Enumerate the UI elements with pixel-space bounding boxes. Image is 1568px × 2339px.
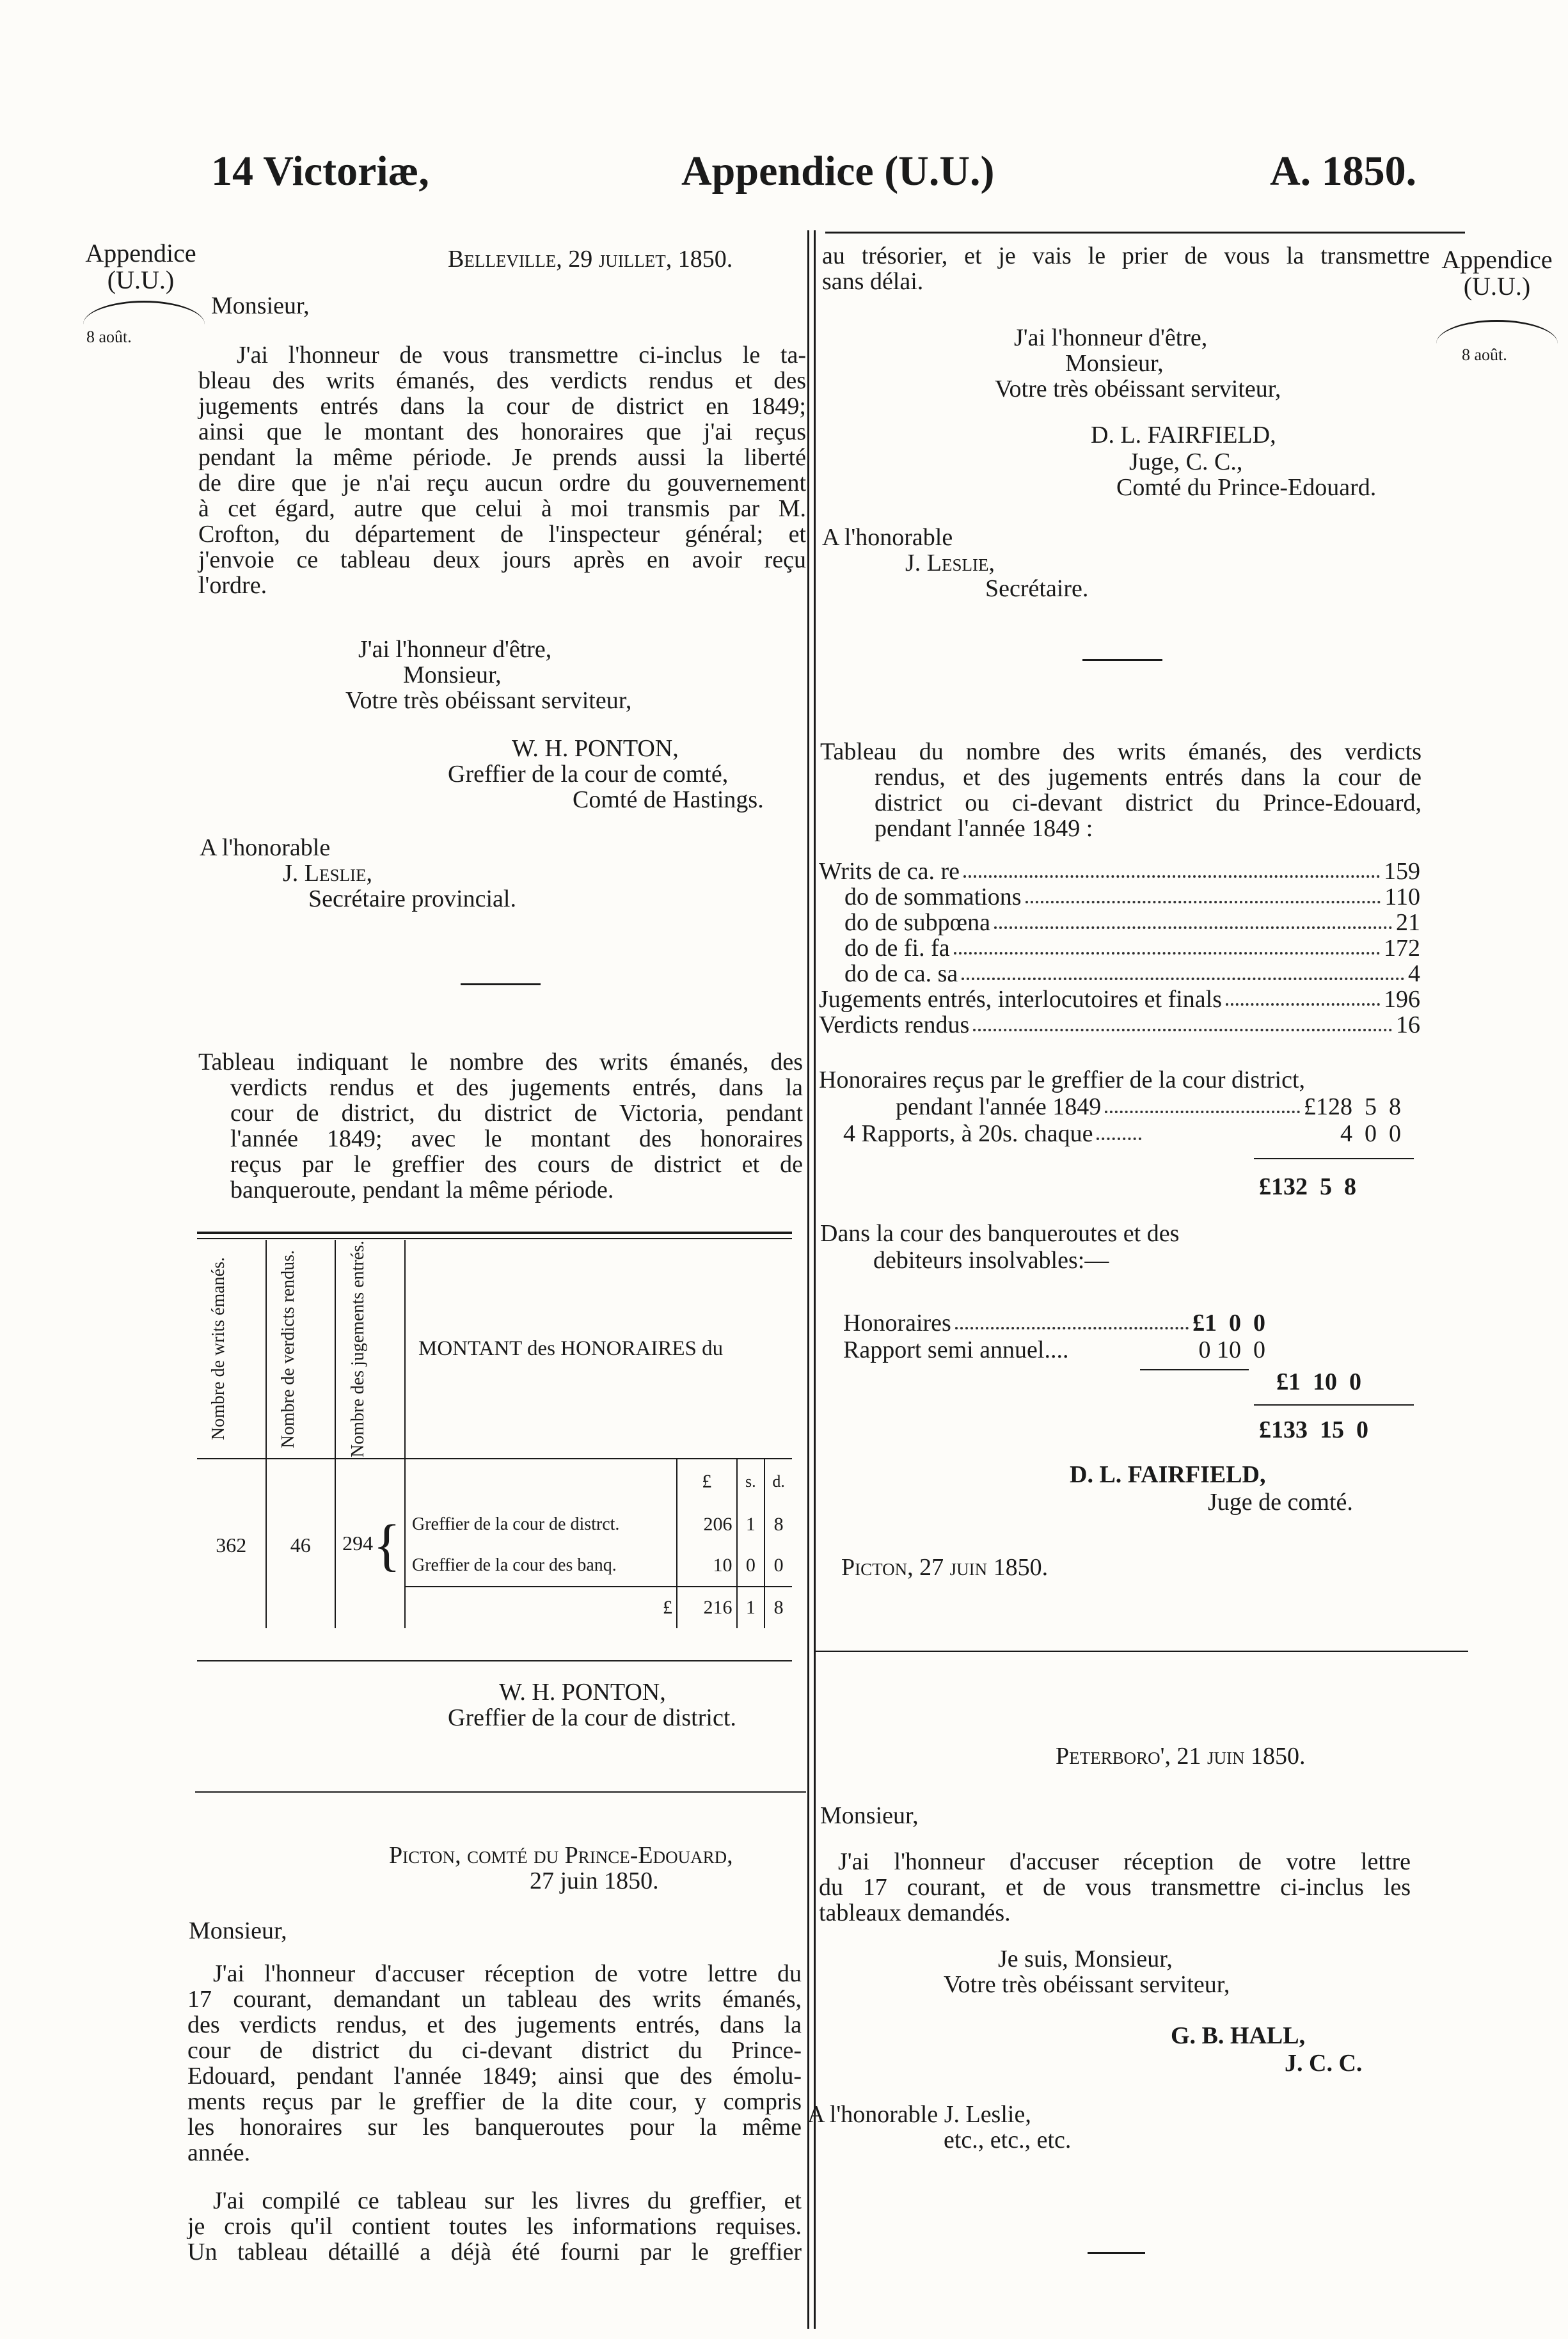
letter1-dateline: Belleville, 29 juillet, 1850. (448, 246, 733, 273)
fees-line2: pendant l'année 1849 £128 5 8 (896, 1093, 1401, 1120)
separator-5 (1088, 2252, 1145, 2254)
letter2-dateline1: Picton, comté du Prince-Edouard, (389, 1842, 733, 1869)
bank-total: £1 10 0 (1276, 1368, 1361, 1395)
top-rule (825, 232, 1465, 234)
grand-total-rule (1254, 1404, 1414, 1406)
unit-pounds: £ (677, 1459, 737, 1503)
margin-date-left: 8 août. (86, 328, 132, 346)
list-item: Jugements entrés, interlocutoires et finals 196 (819, 986, 1420, 1013)
tableau2-title: Juge de comté. (1208, 1489, 1353, 1516)
letter1-closing: J'ai l'honneur d'être, Monsieur, Votre très obéissant serviteur, (345, 636, 632, 714)
letter1-title2: Comté de Hastings. (573, 786, 764, 813)
unit-shillings: s. (737, 1459, 765, 1503)
col-writs-header: Nombre de writs émanés. (209, 1257, 229, 1441)
list-item: do de fi. fa 172 (844, 935, 1420, 962)
table1-top-rule-a (197, 1232, 792, 1234)
margin-brace-right (1436, 320, 1558, 344)
separator-3 (1082, 659, 1162, 661)
jugements-count: 294 (342, 1531, 374, 1555)
letter1-addressee: A l'honorable J. Leslie, Secrétaire provincial. (200, 834, 516, 912)
col-jugements-header: Nombre des jugements entrés. (347, 1241, 368, 1458)
table1-bottom-rule (197, 1660, 792, 1661)
list-item: do de sommations 110 (844, 884, 1420, 910)
bank-rule (1140, 1369, 1249, 1370)
margin-brace-left (83, 301, 205, 324)
letter3-salutation: Monsieur, (820, 1802, 919, 1829)
column-divider-left (807, 230, 809, 2329)
tableau2-items (819, 859, 1420, 1038)
list-item: Writs de ca. re 159 (819, 858, 1420, 885)
letter2-dateline2: 27 juin 1850. (530, 1867, 659, 1894)
ledger-table (197, 1240, 792, 1628)
letter1-signature: W. H. PONTON, (512, 735, 679, 762)
separator-1 (461, 983, 541, 985)
letter1-body: J'ai l'honneur de vous transmettre ci-inclus le ta- bleau des writs émanés, des verdicts rendus et des jugements entrés dans la cour de district en 1849; ainsi que le montant des honoraires que j'ai reçus pendant la même période. Je prends aussi la liberté de dire que je n'ai reçu aucun ordre du gouvernement à cet égard, autre que celui à moi transmis par M. Crofton, du département de l'inspecteur général; et j'envoie ce tableau deux jours après en avoir reçu l'ordre. (198, 342, 806, 599)
header-center: Appendice (U.U.) (681, 148, 995, 194)
reports-line: 4 Rapports, à 20s. chaque 4 0 0 (843, 1120, 1401, 1147)
letter3-body: J'ai l'honneur d'accuser réception de votre lettre du 17 courant, et de vous transmettre ci-inclus les tableaux demandés. (819, 1848, 1411, 1926)
list-item: do de subpœna 21 (844, 909, 1420, 936)
letter3-addressee2: etc., etc., etc. (944, 2127, 1072, 2153)
header-left: 14 Victoriæ, (211, 148, 429, 194)
tableau1-caption: Tableau indiquant le nombre des writs émanés, des verdicts rendus et des jugements entrés, dans la cour de district, du district de Victoria, pendant l'année 1849; avec le montant des honoraires reçus par le greffier des cours de district et de banqueroute, pendant la même période. (198, 1049, 803, 1203)
col-montant-header: MONTANT des HONORAIRES du (418, 1337, 724, 1361)
table-total-row: £ 216 1 8 (197, 1587, 792, 1628)
list-item: Verdicts rendus 16 (819, 1011, 1420, 1038)
letter3-dateline: Peterboro', 21 juin 1850. (1056, 1743, 1306, 1770)
header-right: A. 1850. (1270, 148, 1417, 194)
separator-4 (816, 1651, 1468, 1652)
brace-glyph: { (373, 1513, 401, 1577)
tableau2-place: Picton, 27 juin 1850. (841, 1554, 1049, 1581)
subtotal: £132 5 8 (1259, 1173, 1356, 1200)
rapport-line: Rapport semi annuel.... 0 10 0 (843, 1336, 1265, 1363)
margin-date-right: 8 août. (1462, 345, 1507, 364)
table-row: 362 46 294{ Greffier de la cour de distrct. 206 1 8 (197, 1503, 792, 1545)
margin-note-right: Appendice (U.U.) (1441, 245, 1553, 301)
letter2-signature: D. L. FAIRFIELD, (1091, 422, 1276, 448)
letter1-salutation: Monsieur, (211, 292, 310, 319)
letter3-signature: G. B. HALL, (1171, 2022, 1306, 2049)
letter3-addressee1: A l'honorable J. Leslie, (807, 2101, 1031, 2128)
letter2-closing: J'ai l'honneur d'être, Monsieur, Votre très obéissant serviteur, (995, 324, 1281, 402)
table1-top-rule-b (197, 1238, 792, 1239)
letter1-title1: Greffier de la cour de comté, (448, 761, 729, 788)
list-item: do de ca. sa 4 (844, 960, 1420, 987)
column-divider-right (814, 230, 816, 2329)
verdicts-count: 46 (266, 1503, 336, 1587)
fees-line1: Honoraires reçus par le greffier de la cour district, (819, 1066, 1306, 1093)
separator-2 (195, 1791, 806, 1793)
tableau2-caption: Tableau du nombre des writs émanés, des verdicts rendus, et des jugements entrés dans la cour de district ou ci-devant district du Prince-Edouard, pendant l'année 1849 : (820, 738, 1421, 842)
col-verdicts-header: Nombre de verdicts rendus. (278, 1249, 298, 1448)
table-row: Greffier de la cour des banq. 10 0 0 (197, 1545, 792, 1587)
subtotal-rule (1254, 1158, 1414, 1159)
bank-line1: Dans la cour des banqueroutes et des (820, 1220, 1180, 1247)
letter2-title1: Juge, C. C., (1129, 448, 1243, 475)
letter2-addressee: A l'honorable J. Leslie, Secrétaire. (822, 524, 1089, 602)
unit-pence: d. (772, 1471, 785, 1491)
margin-note-left: Appendice (U.U.) (85, 239, 196, 294)
writs-count: 362 (197, 1503, 266, 1587)
letter2-title2: Comté du Prince-Edouard. (1116, 474, 1377, 501)
letter3-title: J. C. C. (1285, 2050, 1363, 2077)
letter2-salutation: Monsieur, (189, 1917, 287, 1944)
letter2-body: J'ai l'honneur d'accuser réception de votre lettre du 17 courant, demandant un tableau des writs émanés, des verdicts rendus, et des jugements entrés, dans la cour de district du ci-devant district du Prince- Edouard, pendant l'année 1849; ainsi que des émolu- ments reçus par le greffier de la dite cour, y compris les honoraires sur les banqueroutes pour la même année. J'ai compilé ce tableau sur les livres du greffier, et je crois qu'il contient toutes les informations requises. Un tableau détaillé a déjà été fourni par le greffier (187, 1960, 802, 2265)
tableau2-signature: D. L. FAIRFIELD, (1070, 1461, 1266, 1488)
tableau1-signature: W. H. PONTON, (499, 1679, 666, 1706)
grand-total: £133 15 0 (1259, 1416, 1368, 1443)
bank-line2: debiteurs insolvables:— (873, 1247, 1109, 1274)
hon-line: Honoraires £1 0 0 (843, 1310, 1265, 1336)
letter3-closing: Je suis, Monsieur, Votre très obéissant serviteur, (944, 1946, 1230, 1998)
tableau1-title: Greffier de la cour de district. (448, 1704, 736, 1731)
letter2-continuation: au trésorier, et je vais le prier de vous la transmettre sans délai. (822, 242, 1430, 295)
